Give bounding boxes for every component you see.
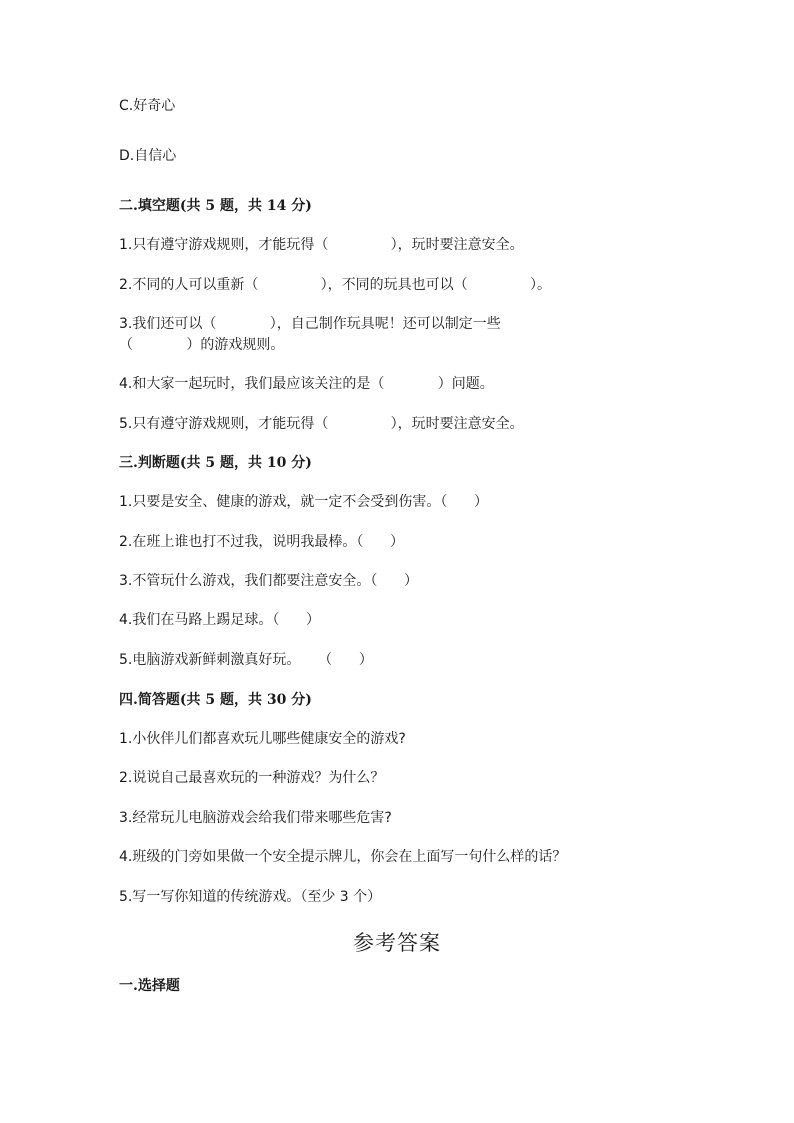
question-item: 3.不管玩什么游戏，我们都要注意安全。（ ） (119, 573, 419, 589)
question-item: 5.写一写你知道的传统游戏。（至少 3 个） (119, 889, 382, 905)
question-item: （ ）的游戏规则。 (119, 337, 285, 353)
question-item: 2.在班上谁也打不过我，说明我最棒。（ ） (119, 534, 405, 550)
question-item: 5.电脑游戏新鲜刺激真好玩。 （ ） (119, 652, 373, 668)
question-item: 4.班级的门旁如果做一个安全提示牌儿，你会在上面写一句什么样的话？ (119, 849, 567, 865)
section-heading-short-answer: 四.简答题(共 5 题，共 30 分) (119, 692, 312, 708)
section-heading-fill-blank: 二.填空题(共 5 题，共 14 分) (119, 198, 312, 214)
question-item: 1.只要是安全、健康的游戏，就一定不会受到伤害。（ ） (119, 494, 489, 510)
question-item: 3.经常玩儿电脑游戏会给我们带来哪些危害? (119, 810, 392, 826)
option-d: D.自信心 (119, 148, 177, 164)
answer-key-title: 参考答案 (353, 931, 441, 955)
question-item: 2.说说自己最喜欢玩的一种游戏？为什么？ (119, 770, 385, 786)
question-item: 4.我们在马路上踢足球。（ ） (119, 612, 321, 628)
question-item: 3.我们还可以（ ），自己制作玩具呢！还可以制定一些 (119, 316, 501, 332)
question-item: 4.和大家一起玩时，我们最应该关注的是（ ）问题。 (119, 376, 494, 392)
question-item: 1.小伙伴儿们都喜欢玩儿哪些健康安全的游戏? (119, 731, 406, 747)
option-c: C.好奇心 (119, 98, 176, 114)
question-item: 5.只有遵守游戏规则，才能玩得（ ），玩时要注意安全。 (119, 416, 524, 432)
section-heading-true-false: 三.判断题(共 5 题，共 10 分) (119, 455, 312, 471)
question-item: 1.只有遵守游戏规则，才能玩得（ ），玩时要注意安全。 (119, 237, 524, 253)
question-item: 2.不同的人可以重新（ ），不同的玩具也可以（ ）。 (119, 277, 551, 293)
section-heading-choice-answers: 一.选择题 (119, 978, 180, 994)
